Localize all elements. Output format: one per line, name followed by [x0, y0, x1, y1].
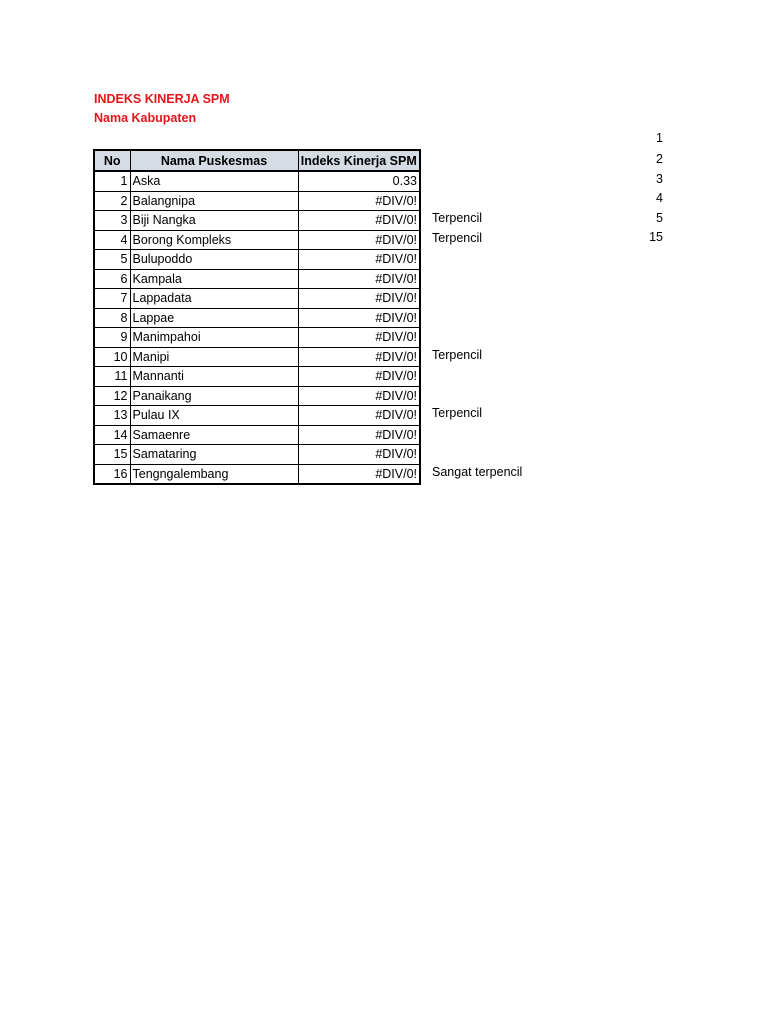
row-value[interactable]: #DIV/0!	[298, 367, 420, 387]
row-no[interactable]: 14	[94, 425, 130, 445]
table-row	[94, 367, 420, 387]
side-number: 15	[649, 230, 663, 244]
row-value[interactable]: #DIV/0!	[298, 445, 420, 465]
side-number: 3	[656, 172, 663, 186]
row-note: Terpencil	[432, 211, 483, 225]
row-value[interactable]: #DIV/0!	[298, 230, 420, 250]
row-value[interactable]: #DIV/0!	[298, 406, 420, 426]
row-no[interactable]: 3	[94, 211, 130, 231]
row-note: Terpencil	[432, 230, 483, 245]
row-no[interactable]: 16	[94, 464, 130, 484]
table-row	[94, 386, 420, 406]
row-value[interactable]: #DIV/0!	[298, 328, 420, 348]
table-row	[94, 211, 420, 231]
table-row	[94, 328, 420, 348]
row-name[interactable]: Lappadata	[130, 289, 298, 309]
side-number: 2	[656, 152, 663, 166]
row-name[interactable]: Manipi	[130, 347, 298, 367]
side-number: 5	[656, 211, 663, 225]
row-no[interactable]: 5	[94, 250, 130, 270]
table-row	[94, 347, 420, 367]
row-no[interactable]: 2	[94, 191, 130, 211]
row-name[interactable]: Panaikang	[130, 386, 298, 406]
table-row	[94, 250, 420, 270]
row-name[interactable]: Bulupoddo	[130, 250, 298, 270]
table-row	[94, 230, 420, 250]
table-row	[94, 308, 420, 328]
row-name[interactable]: Borong Kompleks	[130, 230, 298, 250]
row-value[interactable]: #DIV/0!	[298, 308, 420, 328]
sheet-subtitle: Nama Kabupaten	[94, 111, 197, 125]
row-no[interactable]: 12	[94, 386, 130, 406]
row-no[interactable]: 13	[94, 406, 130, 426]
row-name[interactable]: Biji Nangka	[130, 211, 298, 231]
row-no[interactable]: 7	[94, 289, 130, 309]
row-value[interactable]: #DIV/0!	[298, 191, 420, 211]
table-row	[94, 425, 420, 445]
table-row	[94, 289, 420, 309]
row-name[interactable]: Aska	[130, 171, 298, 191]
table-row	[94, 269, 420, 289]
table-row	[94, 445, 420, 465]
row-value[interactable]: 0.33	[298, 171, 420, 191]
row-value[interactable]: #DIV/0!	[298, 269, 420, 289]
row-value[interactable]: #DIV/0!	[298, 211, 420, 231]
row-name[interactable]: Samataring	[130, 445, 298, 465]
row-name[interactable]: Tengngalembang	[130, 464, 298, 484]
table-header-row	[94, 150, 420, 171]
row-name[interactable]: Balangnipa	[130, 191, 298, 211]
row-no[interactable]: 6	[94, 269, 130, 289]
row-value[interactable]: #DIV/0!	[298, 250, 420, 270]
row-name[interactable]: Kampala	[130, 269, 298, 289]
row-value[interactable]: #DIV/0!	[298, 289, 420, 309]
row-no[interactable]: 1	[94, 171, 130, 191]
row-no[interactable]: 8	[94, 308, 130, 328]
row-note: Sangat terpencil	[432, 464, 523, 479]
row-name[interactable]: Manimpahoi	[130, 328, 298, 348]
header-indeks-kinerja: Indeks Kinerja SPM	[298, 150, 420, 171]
header-no: No	[94, 150, 130, 171]
row-note: Terpencil	[432, 406, 483, 420]
spm-table	[93, 149, 421, 485]
row-value[interactable]: #DIV/0!	[298, 347, 420, 367]
row-value[interactable]: #DIV/0!	[298, 464, 420, 484]
row-value[interactable]: #DIV/0!	[298, 386, 420, 406]
row-note: Terpencil	[432, 347, 483, 362]
row-value[interactable]: #DIV/0!	[298, 425, 420, 445]
row-no[interactable]: 15	[94, 445, 130, 465]
row-name[interactable]: Lappae	[130, 308, 298, 328]
row-no[interactable]: 11	[94, 367, 130, 387]
sheet-title: INDEKS KINERJA SPM	[94, 92, 230, 106]
row-name[interactable]: Mannanti	[130, 367, 298, 387]
table-row	[94, 171, 420, 191]
row-name[interactable]: Pulau IX	[130, 406, 298, 426]
side-number: 4	[656, 191, 663, 205]
table-row	[94, 464, 420, 484]
row-no[interactable]: 9	[94, 328, 130, 348]
row-no[interactable]: 4	[94, 230, 130, 250]
table-row	[94, 406, 420, 426]
row-name[interactable]: Samaenre	[130, 425, 298, 445]
header-nama-puskesmas: Nama Puskesmas	[130, 150, 298, 171]
table-row	[94, 191, 420, 211]
side-number: 1	[656, 131, 663, 145]
row-no[interactable]: 10	[94, 347, 130, 367]
